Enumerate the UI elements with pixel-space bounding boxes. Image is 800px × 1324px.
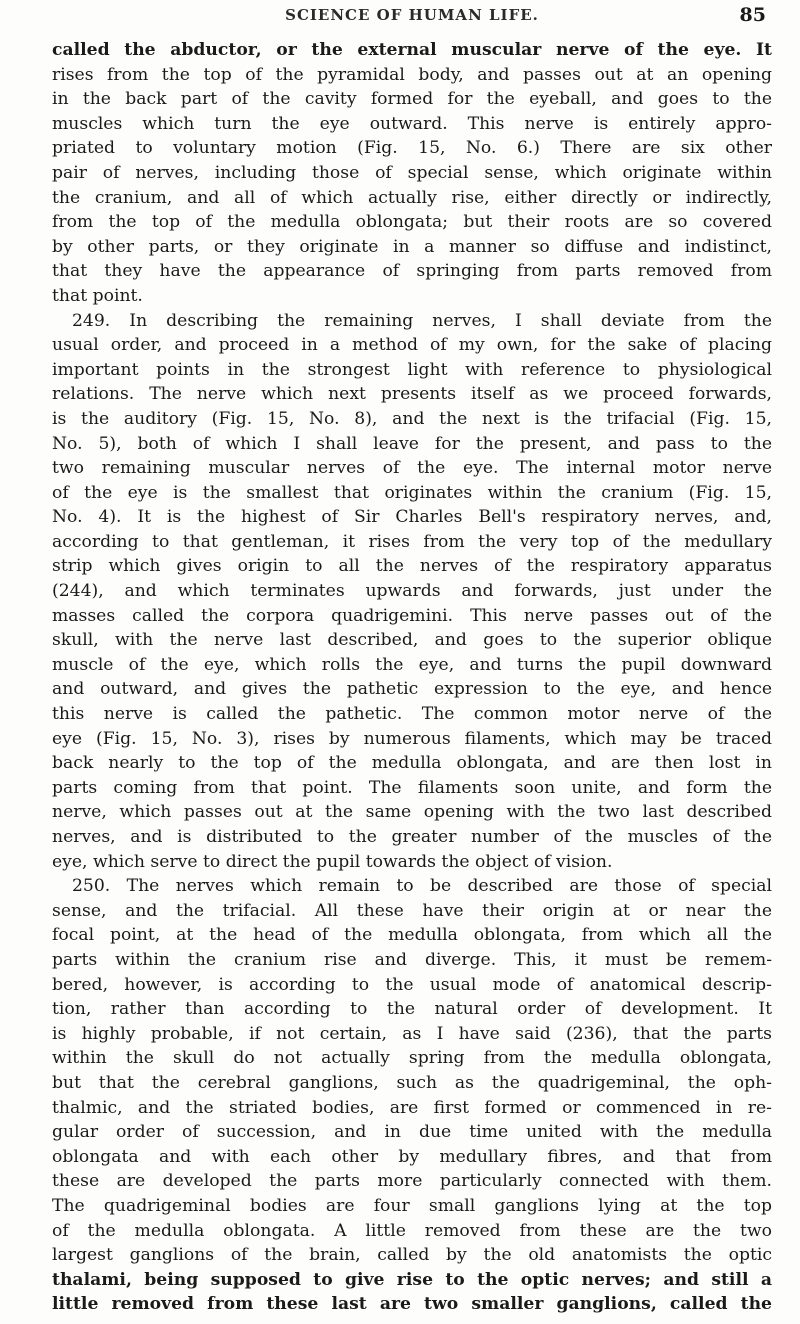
text-line: the cranium, and all of which actually rise, either directly or indirectly, [52, 187, 772, 208]
text-line: focal point, at the head of the medulla oblongata, from which all the [52, 925, 772, 946]
text-line: nerves, and is distributed to the greater number of the muscles of the [52, 827, 772, 847]
text-line: rises from the top of the pyramidal body, and passes out at an opening [52, 64, 772, 85]
text-line: priated to voluntary motion (Fig. 15, No. 6.) There are six other [52, 138, 772, 159]
text-line: and outward, and gives the pathetic expression to the eye, and hence [52, 679, 772, 700]
text-line: little removed from these last are two smaller ganglions, called the [52, 1294, 772, 1315]
text-line: from the top of the medulla oblongata; but their roots are so covered [52, 212, 772, 233]
text-line: this nerve is called the pathetic. The common motor nerve of the [52, 704, 772, 725]
text-line: these are developed the parts more particularly connected with them. [52, 1171, 772, 1192]
text-line: thalami, being supposed to give rise to the optic nerves; and still a [52, 1269, 772, 1290]
text-line: masses called the corpora quadrigemini. This nerve passes out of the [52, 605, 772, 626]
text-line: that they have the appearance of springing from parts removed from [52, 261, 772, 282]
text-line: parts within the cranium rise and diverge. This, it must be remem- [52, 949, 772, 970]
text-line: relations. The nerve which next presents itself as we proceed forwards, [52, 384, 772, 405]
text-line: is highly probable, if not certain, as I have said (236), that the parts [52, 1023, 772, 1044]
text-line: in the back part of the cavity formed for the eyeball, and goes to the [52, 89, 772, 110]
text-line: 250. The nerves which remain to be described are those of special [72, 876, 772, 897]
text-line: usual order, and proceed in a method of my own, for the sake of placing [52, 335, 772, 356]
text-line: according to that gentleman, it rises from the very top of the medullary [52, 531, 772, 552]
text-line: two remaining muscular nerves of the eye. The internal motor nerve [52, 458, 772, 479]
text-line: by other parts, or they originate in a manner so diffuse and indistinct, [52, 236, 772, 257]
text-line: 249. In describing the remaining nerves, I shall deviate from the [72, 310, 772, 331]
text-line: nerve, which passes out at the same opening with the two last described [52, 802, 772, 823]
body-text [52, 38, 772, 1317]
text-line: pair of nerves, including those of special sense, which originate within [52, 162, 772, 183]
running-head-title: SCIENCE OF HUMAN LIFE. [285, 6, 539, 24]
text-line: thalmic, and the striated bodies, are first formed or commenced in re- [52, 1097, 772, 1118]
text-line: muscle of the eye, which rolls the eye, and turns the pupil downward [52, 654, 772, 675]
text-line: is the auditory (Fig. 15, No. 8), and the next is the trifacial (Fig. 15, [52, 408, 772, 429]
text-line: No. 5), both of which I shall leave for the present, and pass to the [52, 433, 772, 454]
text-line: within the skull do not actually spring from the medulla oblongata, [52, 1048, 772, 1069]
text-line: (244), and which terminates upwards and forwards, just under the [52, 581, 772, 602]
text-line: No. 4). It is the highest of Sir Charles Bell's respiratory nerves, and, [52, 507, 772, 528]
text-line: important points in the strongest light with reference to physiological [52, 359, 772, 380]
text-line: tion, rather than according to the natural order of development. It [52, 999, 772, 1020]
text-line: gular order of succession, and in due time united with the medulla [52, 1122, 772, 1143]
text-line: largest ganglions of the brain, called by the old anatomists the optic [52, 1245, 772, 1266]
text-line: sense, and the trifacial. All these have their origin at or near the [52, 900, 772, 921]
text-line: that point. [52, 285, 143, 306]
text-line: muscles which turn the eye outward. This nerve is entirely appro- [52, 113, 772, 134]
text-line: bered, however, is according to the usual mode of anatomical descrip- [52, 974, 772, 995]
text-line: called the abductor, or the external muscular nerve of the eye. It [52, 40, 772, 60]
text-line: of the medulla oblongata. A little removed from these are the two [52, 1220, 772, 1241]
text-line: skull, with the nerve last described, and goes to the superior oblique [52, 630, 772, 651]
text-line: eye (Fig. 15, No. 3), rises by numerous filaments, which may be traced [52, 728, 772, 749]
text-line: oblongata and with each other by medullary fibres, and that from [52, 1146, 772, 1167]
text-line: eye, which serve to direct the pupil towards the object of vision. [52, 851, 613, 872]
text-line: but that the cerebral ganglions, such as the quadrigeminal, the oph- [52, 1072, 772, 1093]
page-number: 85 [739, 4, 766, 26]
text-line: of the eye is the smallest that originates within the cranium (Fig. 15, [52, 482, 772, 503]
text-line: back nearly to the top of the medulla oblongata, and are then lost in [52, 753, 772, 774]
text-line: The quadrigeminal bodies are four small ganglions lying at the top [52, 1195, 772, 1216]
running-head [52, 6, 772, 28]
text-line: strip which gives origin to all the nerves of the respiratory apparatus [52, 556, 772, 577]
text-line: parts coming from that point. The filaments soon unite, and form the [52, 777, 772, 798]
